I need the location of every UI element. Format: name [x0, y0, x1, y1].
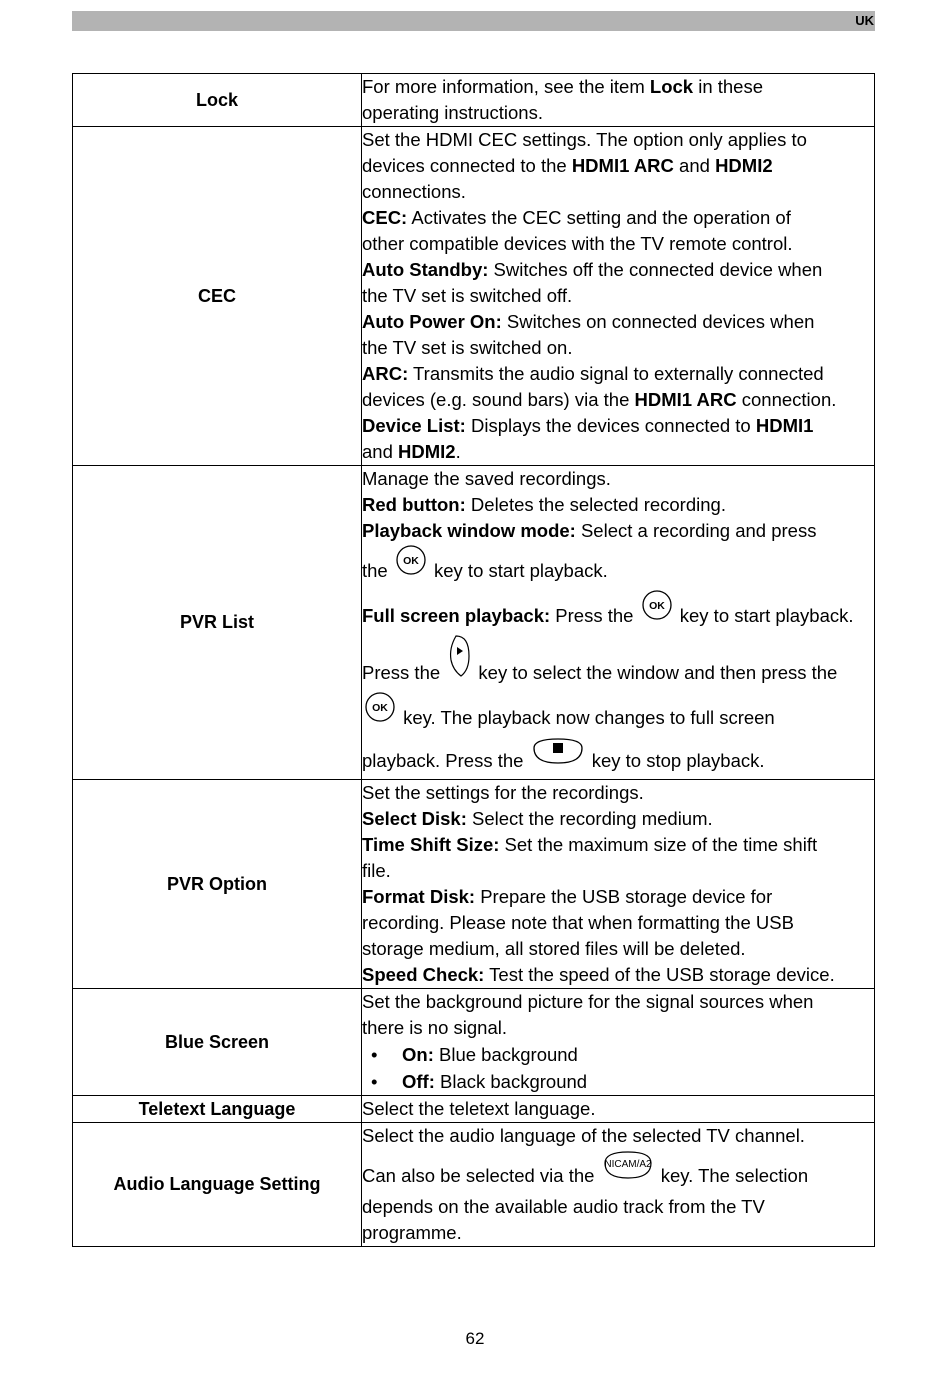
description-line [362, 205, 874, 231]
bold-term: Playback window mode: [362, 520, 576, 541]
description-line [362, 413, 874, 439]
text-run: depends on the available audio track from the TV [362, 1196, 765, 1217]
bold-term: HDMI2 [398, 441, 456, 462]
text-run: Test the speed of the USB storage device. [484, 964, 835, 985]
text-run: Press the [362, 662, 446, 683]
description-line [362, 1149, 874, 1194]
bold-term: Auto Power On: [362, 311, 502, 332]
description-line [362, 780, 874, 806]
description-line [362, 832, 874, 858]
bold-term: HDMI1 [755, 415, 814, 436]
header-bar [72, 11, 875, 31]
setting-description [362, 1096, 875, 1123]
description-line [362, 1220, 874, 1246]
description-line [362, 634, 874, 691]
text-run: Switches off the connected device when [488, 259, 823, 280]
stop-key-icon [531, 736, 585, 778]
text-run: Can also be selected via the [362, 1165, 600, 1186]
text-run: and [673, 155, 716, 176]
ok-key-label: OK [402, 555, 419, 567]
description-line [362, 806, 874, 832]
nicam-a2-key-label: NICAM/A2 [603, 1159, 652, 1170]
setting-name: CEC [73, 127, 362, 466]
bold-term: Full screen playback: [362, 605, 551, 626]
setting-description [362, 74, 875, 127]
description-line [362, 1194, 874, 1220]
description-line [362, 589, 874, 634]
text-run: key to start playback. [428, 560, 608, 581]
text-run: other compatible devices with the TV remote control. [362, 233, 793, 254]
text-run: Black background [434, 1071, 588, 1092]
setting-row [73, 466, 875, 780]
text-run: operating instructions. [362, 102, 543, 123]
text-run: key. The playback now changes to full screen [398, 707, 775, 728]
description-line [362, 544, 874, 589]
text-run: Prepare the USB storage device for [475, 886, 773, 907]
description-line [362, 910, 874, 936]
text-run: devices connected to the [362, 155, 572, 176]
text-run: there is no signal. [362, 1017, 508, 1038]
bullet-icon: • [371, 1044, 378, 1065]
text-run: in these [693, 76, 764, 97]
description-line [362, 179, 874, 205]
description-line [362, 518, 874, 544]
setting-row [73, 127, 875, 466]
ok-key-label: OK [372, 702, 388, 714]
nicam-a2-key-icon [602, 1149, 654, 1193]
text-run: playback. Press the [362, 750, 529, 771]
description-line [362, 231, 874, 257]
text-run: Transmits the audio signal to externally connected [408, 363, 824, 384]
bold-term: Speed Check: [362, 964, 485, 985]
description-line [362, 361, 874, 387]
description-line [362, 283, 874, 309]
bold-term: HDMI1 ARC [571, 155, 674, 176]
bullet-item [362, 1041, 874, 1068]
text-run: Displays the devices connected to [465, 415, 756, 436]
setting-row [73, 1096, 875, 1123]
page-number: 62 [465, 1329, 485, 1348]
setting-description [362, 780, 875, 989]
text-run: the [362, 560, 393, 581]
description-line [362, 127, 874, 153]
setting-description [362, 466, 875, 780]
bullet-item [362, 1068, 874, 1095]
setting-row [73, 780, 875, 989]
description-line [362, 691, 874, 736]
text-run: and [362, 441, 399, 462]
description-line [362, 936, 874, 962]
text-run: the TV set is switched off. [362, 285, 573, 306]
bold-term: HDMI2 [715, 155, 773, 176]
ok-key-icon [364, 691, 396, 735]
setting-description [362, 1123, 875, 1247]
bold-term: Off: [402, 1071, 435, 1092]
text-run: key. The selection [655, 1165, 809, 1186]
text-run: Set the HDMI CEC settings. The option only applies to [362, 129, 807, 150]
description-line [362, 884, 874, 910]
description-line [362, 1123, 874, 1149]
description-line [362, 736, 874, 779]
bold-term: Red button: [362, 494, 466, 515]
text-run: storage medium, all stored files will be deleted. [362, 938, 746, 959]
text-run: Press the [550, 605, 639, 626]
description-line [362, 492, 874, 518]
text-run: key to start playback. [674, 605, 854, 626]
bold-term: ARC: [362, 363, 409, 384]
setting-description [362, 127, 875, 466]
description-line [362, 335, 874, 361]
right-arrow-key-icon [447, 634, 471, 690]
bold-term: HDMI1 ARC [634, 389, 737, 410]
text-run: key to stop playback. [586, 750, 765, 771]
text-run: the TV set is switched on. [362, 337, 573, 358]
bold-term: Device List: [362, 415, 466, 436]
bold-term: Time Shift Size: [362, 834, 500, 855]
setting-name: PVR List [73, 466, 362, 780]
bullet-icon: • [371, 1071, 378, 1092]
setting-name: Blue Screen [73, 989, 362, 1096]
text-run: . [455, 441, 461, 462]
setting-name: Lock [73, 74, 362, 127]
bold-term: Format Disk: [362, 886, 476, 907]
text-run: Set the settings for the recordings. [362, 782, 644, 803]
text-run: Switches on connected devices when [501, 311, 815, 332]
description-line [362, 309, 874, 335]
description-line [362, 100, 874, 126]
settings-table [72, 73, 875, 1247]
setting-name: PVR Option [73, 780, 362, 989]
description-line [362, 466, 874, 492]
setting-row [73, 74, 875, 127]
text-run: connection. [736, 389, 837, 410]
language-code: UK [855, 13, 874, 28]
bold-term: On: [402, 1044, 434, 1065]
text-run: Select the audio language of the selected TV channel. [362, 1125, 805, 1146]
text-run: programme. [362, 1222, 462, 1243]
description-line [362, 74, 874, 100]
text-run: Manage the saved recordings. [362, 468, 611, 489]
description-line [362, 257, 874, 283]
description-line [362, 962, 874, 988]
bold-term: Auto Standby: [362, 259, 489, 280]
description-line [362, 989, 874, 1015]
text-run: Deletes the selected recording. [465, 494, 726, 515]
text-run: Select a recording and press [575, 520, 817, 541]
setting-name: Teletext Language [73, 1096, 362, 1123]
text-run: Select the teletext language. [362, 1098, 596, 1119]
text-run: For more information, see the item [362, 76, 650, 97]
text-run: Select the recording medium. [466, 808, 713, 829]
bold-term: Lock [649, 76, 694, 97]
setting-name: Audio Language Setting [73, 1123, 362, 1247]
setting-row [73, 1123, 875, 1247]
text-run: Set the background picture for the signal sources when [362, 991, 814, 1012]
description-line [362, 387, 874, 413]
text-run: connections. [362, 181, 466, 202]
text-run: devices (e.g. sound bars) via the [362, 389, 635, 410]
description-line [362, 1096, 874, 1122]
ok-key-icon [641, 589, 673, 633]
text-run: Activates the CEC setting and the operation of [407, 207, 791, 228]
description-line [362, 439, 874, 465]
text-run: recording. Please note that when formatting the USB [362, 912, 794, 933]
text-run: file. [362, 860, 391, 881]
setting-row [73, 989, 875, 1096]
text-run: key to select the window and then press the [473, 662, 838, 683]
setting-description [362, 989, 875, 1096]
bold-term: CEC: [362, 207, 408, 228]
description-line [362, 1015, 874, 1041]
ok-key-icon [395, 544, 427, 588]
text-run: Blue background [433, 1044, 578, 1065]
description-line [362, 153, 874, 179]
text-run: Set the maximum size of the time shift [499, 834, 818, 855]
description-line [362, 858, 874, 884]
ok-key-label: OK [648, 600, 665, 612]
bold-term: Select Disk: [362, 808, 467, 829]
